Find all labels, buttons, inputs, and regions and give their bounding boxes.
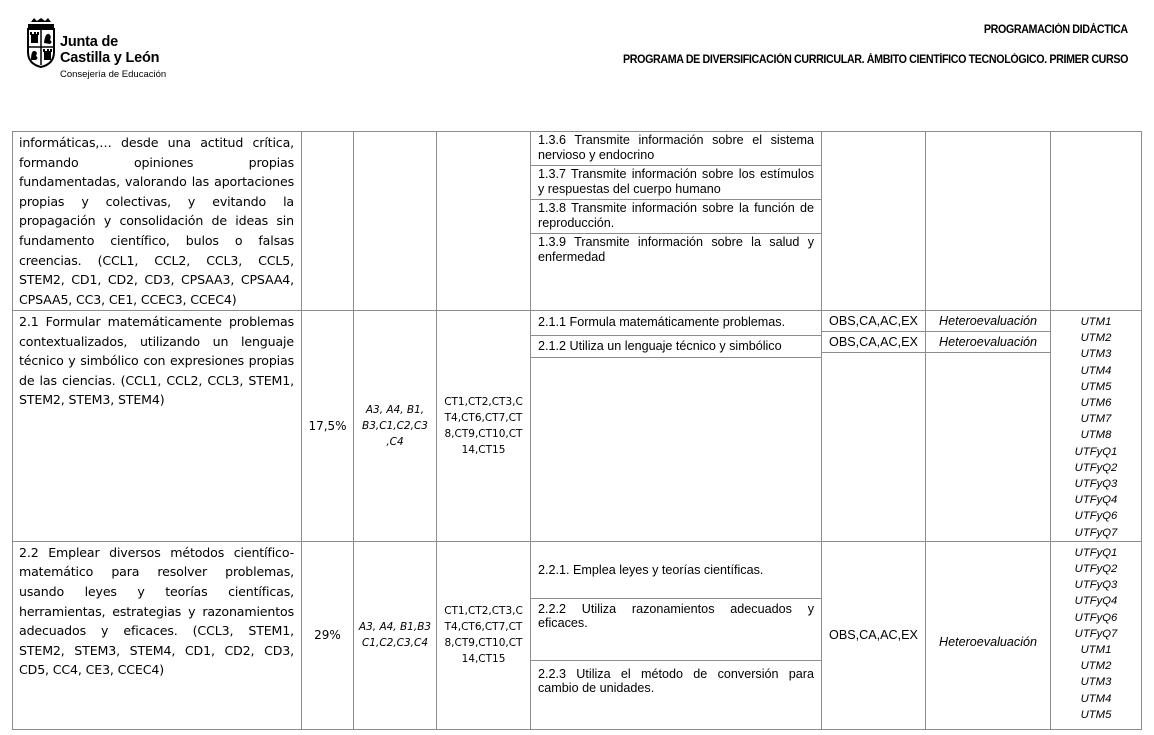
indicator: 2.2.2 Utiliza razonamientos adecuados y eficaces. — [531, 599, 821, 661]
unit: UTM4 — [1080, 692, 1112, 705]
unit: UTM5 — [1080, 708, 1112, 721]
units-cell — [1051, 132, 1142, 311]
indicator: 2.2.3 Utiliza el método de conversión para cambio de unidades. — [538, 666, 814, 696]
criterion-cell: 2.2 Emplear diversos métodos científico-matemático para resolver problemas, usando leyes y teorías científicas, herramientas, estrategias y razonamientos adecuados y eficaces. (CCL3, STEM1, STEM2, STEM3, STEM4, CD1, CD2, CD3, CD5, CC4, CE3, CCEC4) — [13, 541, 302, 729]
logo-line-1: Junta de — [60, 34, 119, 50]
table-row — [13, 132, 1142, 311]
criterion-cell: 2.1 Formular matemáticamente problemas contextualizados, utilizando un lenguaje técnico y simbólico con expresiones propias de las ciencias. (CCL1, CCL2, CCL3, STEM1, STEM2, STEM3, STEM4) — [13, 311, 302, 542]
unit: UTFyQ2 — [1074, 461, 1118, 474]
doc-title: PROGRAMACIÓN DIDÁCTICA — [984, 24, 1128, 36]
instruments-cell — [822, 311, 926, 542]
unit: UTFyQ3 — [1074, 478, 1118, 491]
unit: UTFyQ6 — [1074, 611, 1118, 624]
unit: UTM2 — [1080, 332, 1112, 345]
unit: UTM4 — [1080, 364, 1112, 377]
indicator: 1.3.6 Transmite información sobre el sistema nervioso y endocrino — [531, 132, 821, 166]
contents-cell: CT1,CT2,CT3,C T4,CT6,CT7,CT 8,CT9,CT10,CT 14,CT15 — [437, 311, 531, 542]
evaluation-cell: Heteroevaluación — [926, 541, 1051, 729]
contents-cell: CT1,CT2,CT3,C T4,CT6,CT7,CT 8,CT9,CT10,CT 14,CT15 — [437, 541, 531, 729]
unit: UTFyQ1 — [1074, 445, 1118, 458]
unit: UTFyQ4 — [1074, 595, 1118, 608]
indicator: 1.3.8 Transmite información sobre la función de reproducción. — [531, 200, 821, 234]
unit: UTM2 — [1080, 660, 1112, 673]
junta-logo — [26, 18, 176, 84]
criterion-cell: informáticas,… desde una actitud crítica, formando opiniones propias fundamentadas, valorando las aportaciones propias y colectivas, y evitando la propagación y consolidación de ideas sin fundamento científico, bulos o falsas creencias. (CCL1, CCL2, CCL3, CCL5, STEM2, CD1, CD2, CD3, CPSAA3, CPSAA4, CPSAA5, CC3, CE1, CCEC3, CCEC4) — [13, 132, 302, 311]
table-row — [13, 311, 1142, 542]
evaluation-cell — [926, 311, 1051, 542]
instruments-cell — [822, 132, 926, 311]
unit: UTM1 — [1080, 316, 1112, 328]
indicator: 1.3.7 Transmite información sobre los estímulos y respuestas del cuerpo humano — [531, 166, 821, 200]
unit: UTFyQ1 — [1074, 546, 1118, 559]
table-row — [13, 541, 1142, 729]
evaluation-type: Heteroevaluación — [926, 332, 1050, 353]
indicator: 1.3.9 Transmite información sobre la salud y enfermedad — [538, 235, 814, 264]
unit: UTM3 — [1080, 348, 1112, 361]
units-cell — [1051, 541, 1142, 729]
unit: UTFyQ2 — [1074, 563, 1118, 576]
unit: UTM1 — [1080, 644, 1112, 657]
evaluation-type: Heteroevaluación — [926, 311, 1050, 332]
weight-cell: 17,5% — [302, 311, 354, 542]
unit: UTM5 — [1080, 380, 1112, 393]
units-cell — [1051, 311, 1142, 542]
indicator: 2.1.1 Formula matemáticamente problemas. — [531, 311, 821, 336]
coat-of-arms-icon — [26, 18, 56, 68]
logo-line-2: Castilla y León — [60, 50, 160, 66]
competences-cell: A3, A4, B1, B3,C1,C2,C3 ,C4 — [354, 311, 437, 542]
unit: UTM6 — [1080, 397, 1112, 410]
competences-cell — [354, 132, 437, 311]
evaluation-table — [12, 131, 1142, 730]
unit: UTFyQ7 — [1074, 627, 1118, 640]
indicators-cell — [531, 132, 822, 311]
instruments-cell: OBS,CA,AC,EX — [822, 541, 926, 729]
unit: UTM3 — [1080, 676, 1112, 689]
unit: UTM8 — [1080, 429, 1112, 442]
program-title: PROGRAMA DE DIVERSIFICACIÓN CURRICULAR. ÁMBITO CIENTÍFICO TECNOLÓGICO. PRIMER CURSO — [622, 54, 1128, 66]
indicators-cell — [531, 541, 822, 729]
logo-line-3: Consejería de Educación — [60, 69, 167, 80]
weight-cell: 29% — [302, 541, 354, 729]
unit: UTFyQ3 — [1074, 579, 1118, 592]
instrument: OBS,CA,AC,EX — [822, 332, 925, 353]
contents-cell — [437, 132, 531, 311]
instrument: OBS,CA,AC,EX — [822, 311, 925, 332]
unit: UTFyQ6 — [1074, 510, 1118, 523]
indicator: 2.2.1. Emplea leyes y teorías científicas. — [531, 542, 821, 599]
weight-cell — [302, 132, 354, 311]
indicator: 2.1.2 Utiliza un lenguaje técnico y simbólico — [531, 336, 821, 359]
competences-cell: A3, A4, B1,B3 C1,C2,C3,C4 — [354, 541, 437, 729]
unit: UTFyQ7 — [1074, 526, 1118, 539]
unit: UTFyQ4 — [1074, 494, 1118, 507]
unit: UTM7 — [1080, 413, 1112, 426]
evaluation-cell — [926, 132, 1051, 311]
indicators-cell — [531, 311, 822, 542]
